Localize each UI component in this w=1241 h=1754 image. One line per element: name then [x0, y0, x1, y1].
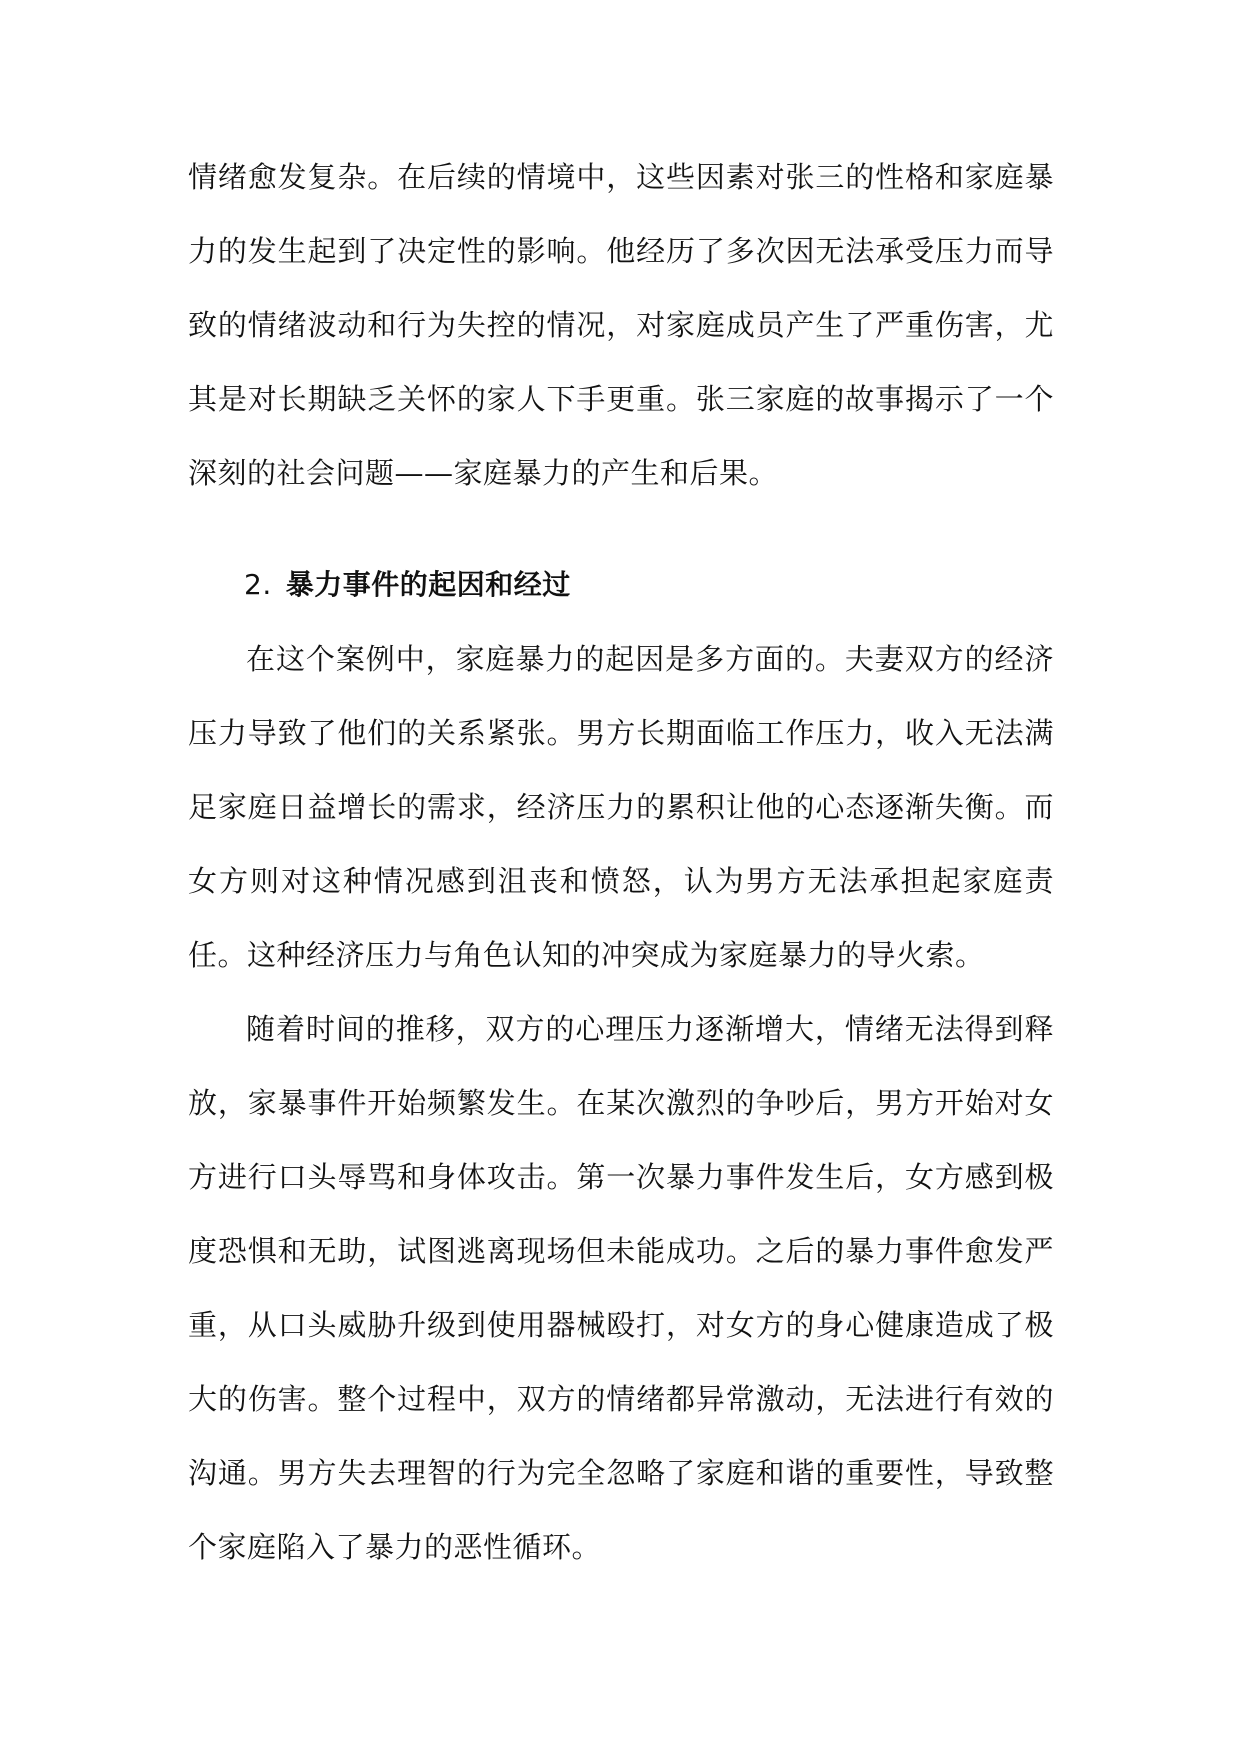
paragraph-continuation: 情绪愈发复杂。在后续的情境中，这些因素对张三的性格和家庭暴力的发生起到了决定性的影响。他经历了多次因无法承受压力而导致的情绪波动和行为失控的情况，对家庭成员产生了严重伤害，尤其是对长期缺乏关怀的家人下手更重。张三家庭的故事揭示了一个深刻的社会问题——家庭暴力的产生和后果。	[188, 160, 1054, 490]
section-heading	[188, 548, 1054, 622]
paragraph-causes: 在这个案例中，家庭暴力的起因是多方面的。夫妻双方的经济压力导致了他们的关系紧张。男方长期面临工作压力，收入无法满足家庭日益增长的需求，经济压力的累积让他的心态逐渐失衡。而女方则对这种情况感到沮丧和愤怒，认为男方无法承担起家庭责任。这种经济压力与角色认知的冲突成为家庭暴力的导火索。	[188, 642, 1054, 972]
section-number: 2.	[244, 568, 272, 601]
section-title: 暴力事件的起因和经过	[285, 568, 571, 601]
paragraph-process: 随着时间的推移，双方的心理压力逐渐增大，情绪无法得到释放，家暴事件开始频繁发生。在某次激烈的争吵后，男方开始对女方进行口头辱骂和身体攻击。第一次暴力事件发生后，女方感到极度恐惧和无助，试图逃离现场但未能成功。之后的暴力事件愈发严重，从口头威胁升级到使用器械殴打，对女方的身心健康造成了极大的伤害。整个过程中，双方的情绪都异常激动，无法进行有效的沟通。男方失去理智的行为完全忽略了家庭和谐的重要性，导致整个家庭陷入了暴力的恶性循环。	[188, 1012, 1054, 1564]
document-body	[188, 140, 1054, 1584]
